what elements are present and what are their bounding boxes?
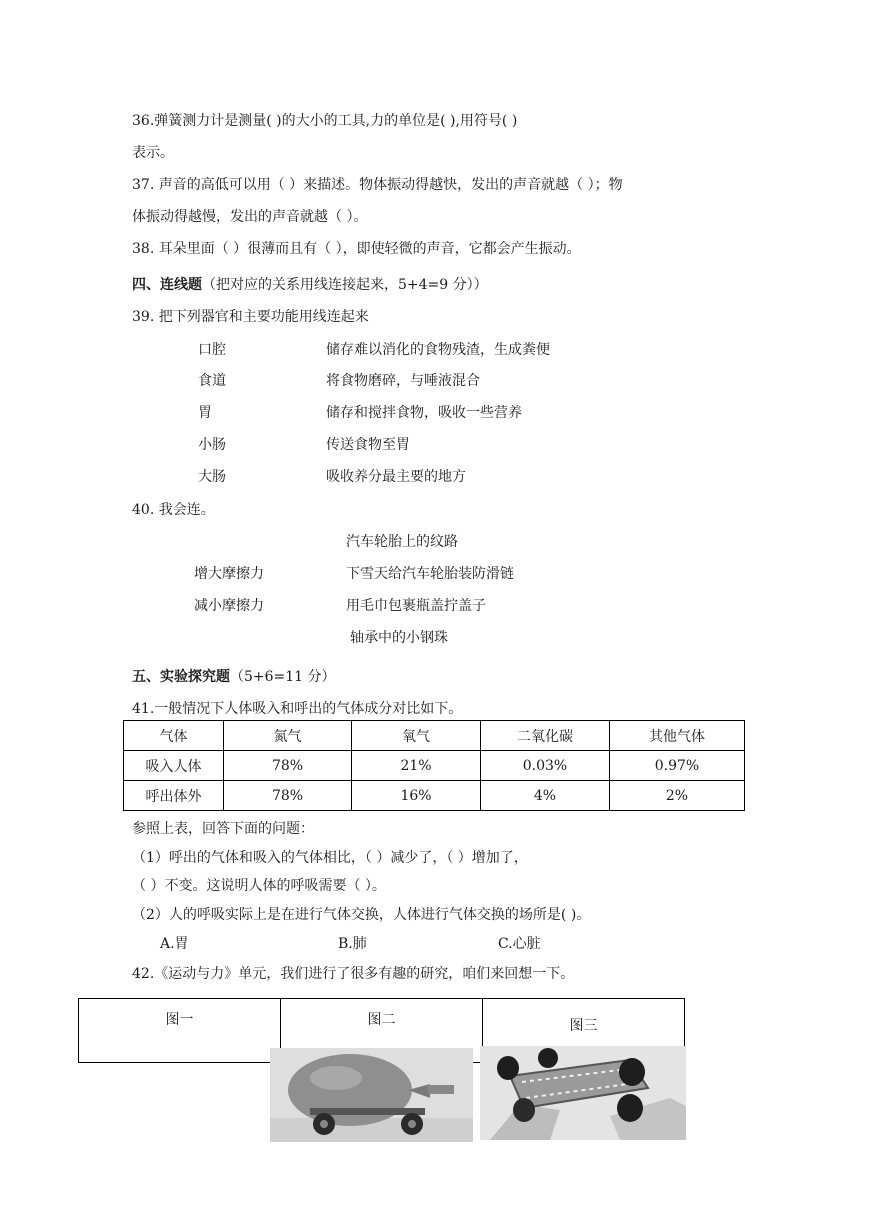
table-cell: 78%: [224, 751, 352, 781]
gas-composition-table: [123, 720, 745, 811]
section5-heading: [132, 667, 336, 687]
table-cell: 78%: [224, 781, 352, 811]
q41-option: B.肺: [338, 936, 367, 952]
q39-organ: 口腔: [198, 342, 226, 358]
table-row: [124, 781, 745, 811]
section4-title: 四、连线题: [132, 277, 202, 293]
q38-line1: 38. 耳朵里面（ ）很薄而且有（ ），即使轻微的声音，它都会产生振动。: [132, 241, 581, 257]
table-header-cell: 氧气: [352, 721, 481, 751]
section5-note: （5+6=11 分）: [230, 669, 336, 685]
table-cell: 吸入人体: [124, 751, 224, 781]
figure-label: 图二: [281, 999, 483, 1063]
table-header-cell: 其他气体: [610, 721, 745, 751]
q41-ref: 参照上表，回答下面的问题：: [132, 821, 314, 837]
q41-sub1-line1: （1）呼出的气体和吸入的气体相比，（ ）减少了，（ ）增加了，: [132, 850, 528, 866]
figure-label: 图三: [483, 999, 685, 1063]
q41-sub1-line2: （ ）不变。这说明人体的呼吸需要（ ）。: [132, 878, 386, 894]
table-header-cell: 气体: [124, 721, 224, 751]
q39-function: 传送食物至胃: [326, 437, 410, 453]
q40-right-item: 用毛巾包裹瓶盖拧盖子: [346, 598, 486, 614]
table-cell: 0.97%: [610, 751, 745, 781]
q41-sub2: （2）人的呼吸实际上是在进行气体交换，人体进行气体交换的场所是( )。: [132, 907, 591, 923]
table-cell: 16%: [352, 781, 481, 811]
table-cell: 2%: [610, 781, 745, 811]
table-cell: 21%: [352, 751, 481, 781]
rubber-band-car-illustration: [480, 1046, 686, 1140]
q39-organ: 小肠: [198, 437, 226, 453]
table-cell: 呼出体外: [124, 781, 224, 811]
q40-left-item: 减小摩擦力: [194, 598, 264, 614]
q40-right-item: 轴承中的小钢珠: [350, 630, 448, 646]
q36-line2: 表示。: [132, 145, 174, 161]
q41-option: A.胃: [160, 936, 189, 952]
q40-right-item: 下雪天给汽车轮胎装防滑链: [346, 566, 514, 582]
section4-heading: [132, 275, 488, 295]
figure-label: 图一: [79, 999, 281, 1063]
q39-organ: 大肠: [198, 469, 226, 485]
table-row: [124, 751, 745, 781]
q39-function: 将食物磨碎，与唾液混合: [326, 373, 480, 389]
q39-function: 吸收养分最主要的地方: [326, 469, 466, 485]
table-header-row: [124, 721, 745, 751]
q39-function: 储存难以消化的食物残渣，生成粪便: [326, 342, 550, 358]
q40-left-item: 增大摩擦力: [194, 566, 264, 582]
table-cell: 4%: [481, 781, 610, 811]
q41-stem: 41.一般情况下人体吸入和呼出的气体成分对比如下。: [132, 701, 463, 717]
q39-organ: 胃: [198, 405, 212, 421]
q41-option: C.心脏: [498, 936, 541, 952]
q36-line1: 36.弹簧测力计是测量( )的大小的工具,力的单位是( ),用符号( ): [132, 113, 518, 129]
section5-title: 五、实验探究题: [132, 669, 230, 685]
q40-right-item: 汽车轮胎上的纹路: [346, 534, 458, 550]
q37-line2: 体振动得越慢，发出的声音就越（ ）。: [132, 209, 368, 225]
q39-organ: 食道: [198, 373, 226, 389]
balloon-car-photo: [270, 1048, 473, 1142]
balloon-car-illustration: [270, 1048, 473, 1142]
q40-stem: 40. 我会连。: [132, 502, 215, 518]
section4-note: （把对应的关系用线连接起来，5+4=9 分））: [202, 277, 488, 293]
q37-line1: 37. 声音的高低可以用（ ）来描述。物体振动得越快，发出的声音就越（ ）；物: [132, 177, 623, 193]
q42-stem: 42.《运动与力》单元，我们进行了很多有趣的研究，咱们来回想一下。: [132, 966, 575, 982]
rubber-band-car-photo: [480, 1046, 686, 1140]
q39-function: 储存和搅拌食物，吸收一些营养: [326, 405, 522, 421]
table-header-cell: 氮气: [224, 721, 352, 751]
table-header-cell: 二氧化碳: [481, 721, 610, 751]
q39-stem: 39. 把下列器官和主要功能用线连起来: [132, 309, 369, 325]
table-cell: 0.03%: [481, 751, 610, 781]
